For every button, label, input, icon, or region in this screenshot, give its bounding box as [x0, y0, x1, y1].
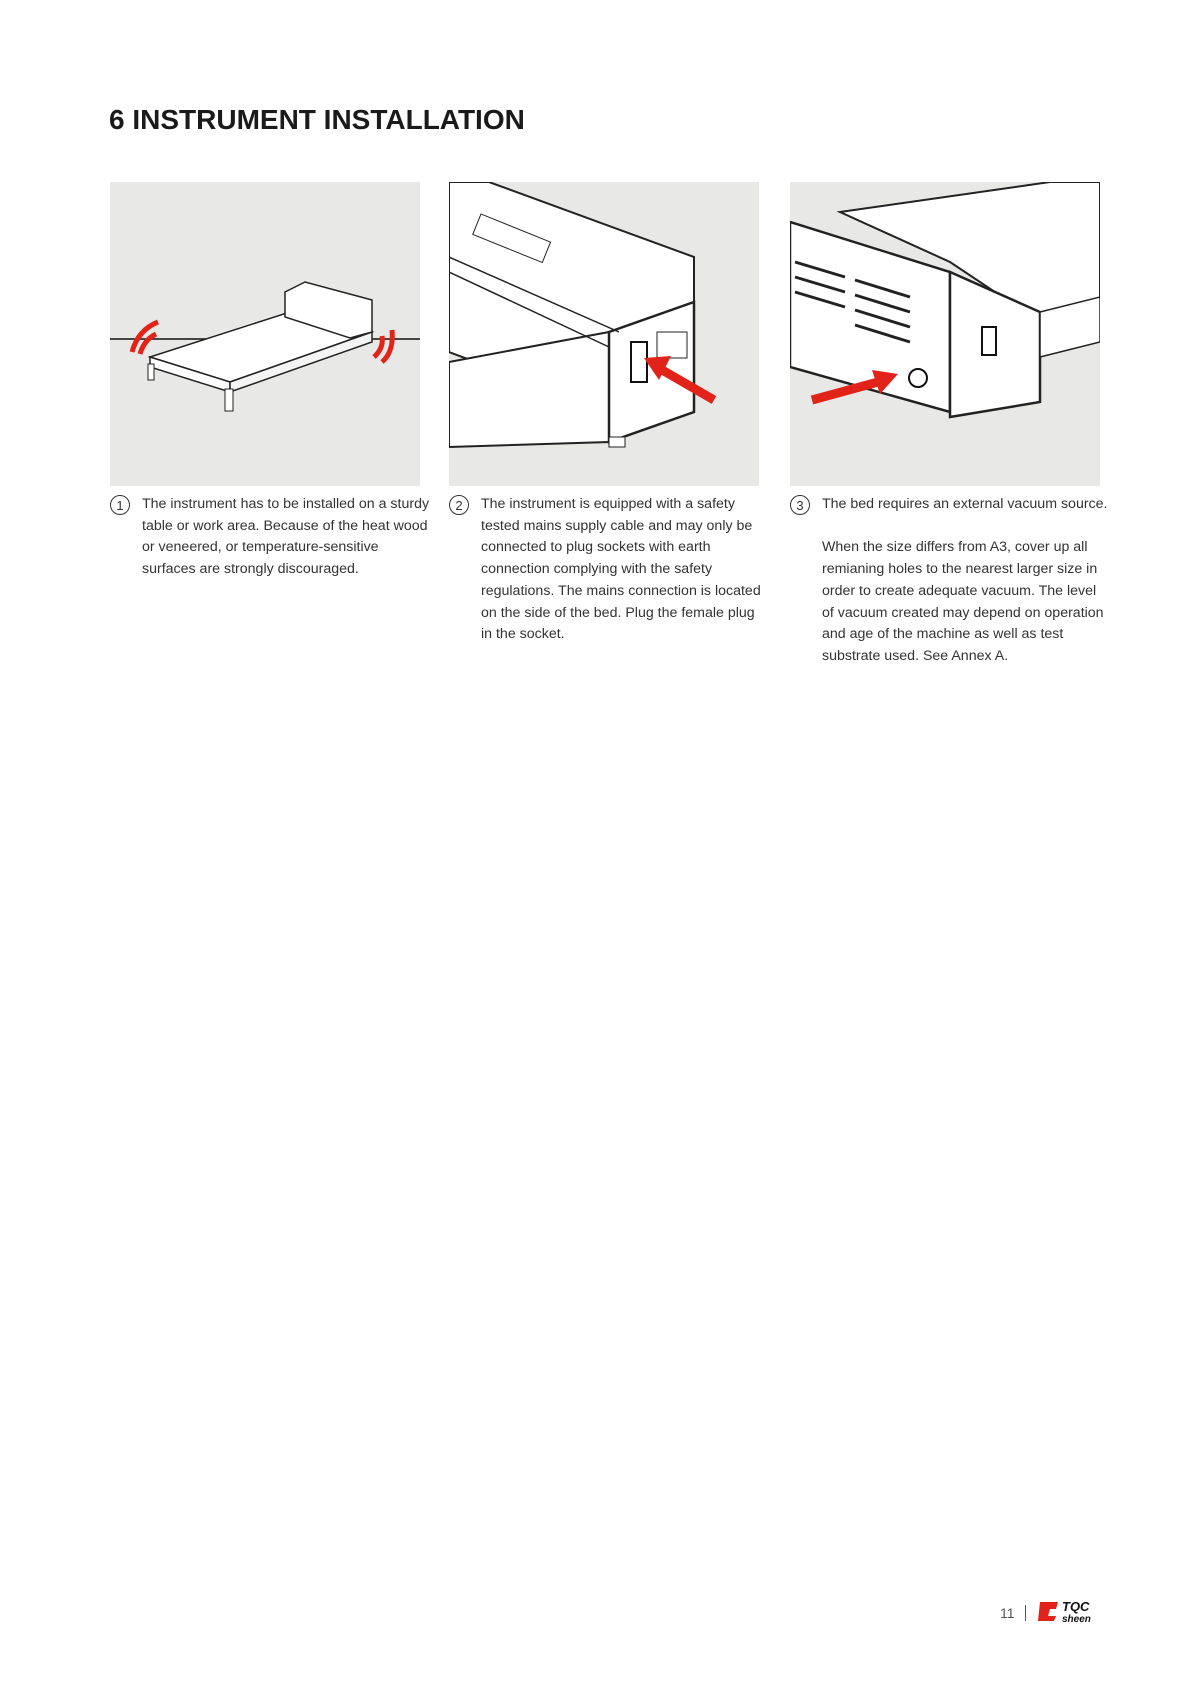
tqc-sheen-logo — [1036, 1599, 1106, 1628]
step-number-badge: 1 — [110, 495, 130, 515]
step-text: When the size differs from A3, cover up all remianing holes to the nearest larger size in order to create adequate vacuum. The level of vacuum created may depend on operation and age of the machine as well as test substrate used. See Annex A. — [822, 539, 1104, 664]
step-text: The bed requires an external vacuum source. — [822, 496, 1108, 512]
step-number-badge: 3 — [790, 495, 810, 515]
svg-text:TQC: TQC — [1061, 1598, 1089, 1614]
illustration-mains-connection — [449, 182, 759, 486]
footer-divider — [1025, 1605, 1026, 1621]
step-text: The instrument is equipped with a safety tested mains supply cable and may only be connected to plug sockets with earth connection complying with the safety regulations. The mains connection is located on the side of the bed. Plug the female plug in the socket. — [481, 496, 761, 643]
page-title: 6 INSTRUMENT INSTALLATION — [109, 104, 525, 135]
page-number: 11 — [1000, 1605, 1015, 1621]
svg-text:sheen: sheen — [1061, 1613, 1091, 1625]
step-3 — [790, 494, 1110, 689]
step-1 — [110, 494, 430, 603]
step-number-badge: 2 — [449, 495, 469, 515]
illustration-vacuum-connection — [790, 182, 1100, 486]
step-text: The instrument has to be installed on a sturdy table or work area. Because of the heat wood or veneered, or temperature-sensitive surfaces are strongly discouraged. — [142, 496, 430, 578]
page-footer — [1000, 1600, 1106, 1626]
illustration-instrument-on-table — [110, 182, 420, 486]
step-2 — [449, 494, 769, 668]
